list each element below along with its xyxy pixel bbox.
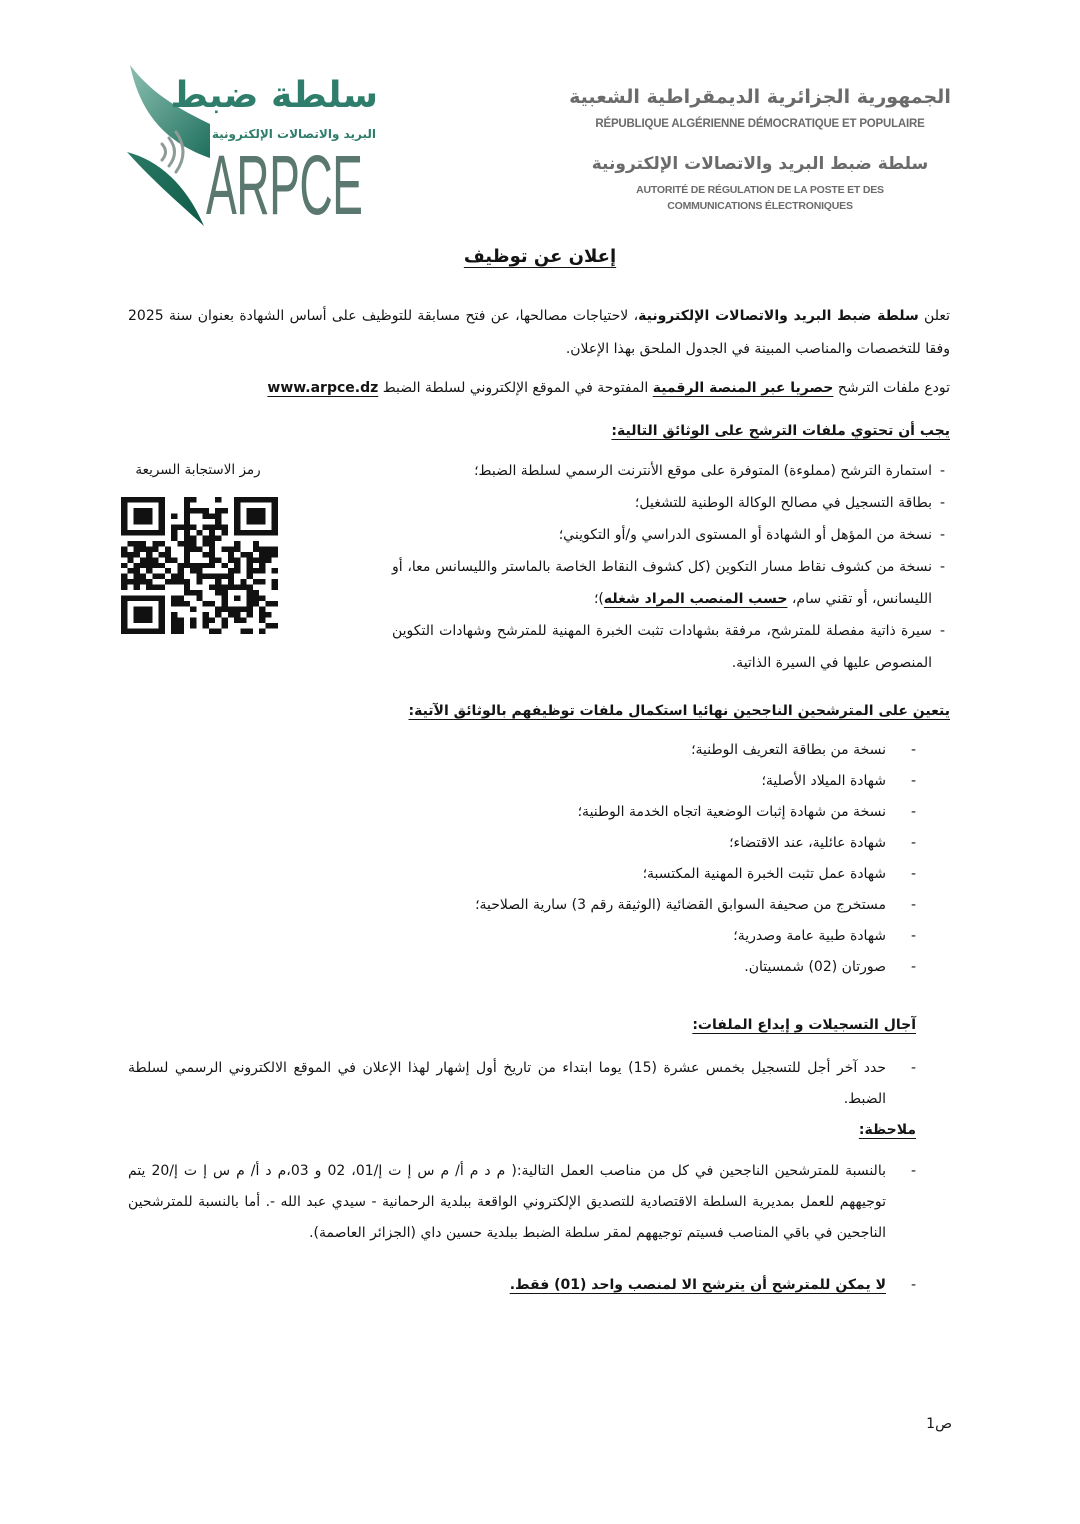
required-documents-list <box>392 455 945 679</box>
logo-arabic-name: سلطة ضبط <box>170 75 378 116</box>
authority-name-fr-line2: COMMUNICATIONS ÉLECTRONIQUES <box>667 200 853 212</box>
republic-name-fr: RÉPUBLIQUE ALGÉRIENNE DÉMOCRATIQUE ET POPULAIRE <box>595 118 925 130</box>
list-item: - مستخرج من صحيفة السوابق القضائية (الوثيقة رقم 3) سارية الصلاحية؛ <box>128 890 918 921</box>
list-item: - شهادة عمل تثبت الخبرة المهنية المكتسبة؛ <box>128 859 918 890</box>
list-item: - صورتان (02) شمسيتان. <box>128 952 918 983</box>
list-item: - حدد آخر أجل للتسجيل بخمس عشرة (15) يوما ابتداء من تاريخ أول إشهار لهذا الإعلان في الموقع الالكتروني الرسمي لسلطة الضبط. <box>128 1053 918 1115</box>
list-item: - شهادة طبية عامة وصدرية؛ <box>128 921 918 952</box>
note-heading: ملاحظة: <box>858 1122 916 1138</box>
intro-lead: تعلن <box>918 308 950 324</box>
website-link[interactable]: www.arpce.dz <box>267 380 379 396</box>
list-item: - بالنسبة للمترشحين الناجحين في كل من مناصب العمل التالية:( م د م أ/ م س إ ت إ/01، 02 و 03،م د أ/ م س إ ت إ/20 يتم توجيههم للعمل بمديرية السلطة الاقتصادية للتصديق الإلكتروني الواقعة ببلدية الرحمانية - سيدي عبد الله -. أما بالنسبة للمترشحين الناجحين في باقي المناصب فسيتم توجيههم لمقر سلطة الضبط ببلدية حسين داي (الجزائر العاصمة). <box>128 1156 918 1249</box>
deadlines-heading: آجال التسجيلات و إيداع الملفات: <box>692 1017 916 1033</box>
republic-name-ar: الجمهورية الجزائرية الديمقراطية الشعبية <box>569 86 951 108</box>
list-item <box>392 455 945 487</box>
arpce-logo <box>124 60 386 230</box>
submission-lead: تودع ملفات الترشح <box>833 380 950 396</box>
single-position-rule <box>128 1270 918 1301</box>
list-item-text: سيرة ذاتية مفصلة للمترشح، مرفقة بشهادات تثبت الخبرة المهنية للمترشح وشهادات التكوين المنصوص عليها في السيرة الذاتية. <box>392 623 932 671</box>
page-title-text: إعلان عن توظيف <box>463 246 617 267</box>
list-item-text: استمارة الترشح (مملوءة) المتوفرة على موقع الأنترنت الرسمي لسلطة الضبط؛ <box>474 463 932 479</box>
list-item-text: نسخة من المؤهل أو الشهادة أو المستوى الدراسي و/أو التكويني؛ <box>558 527 932 543</box>
submission-rest: المفتوحة في الموقع الإلكتروني لسلطة الضبط <box>378 380 653 396</box>
list-item <box>392 487 945 519</box>
intro-paragraph <box>128 300 950 366</box>
intro-organization: سلطة ضبط البريد والاتصالات الإلكترونية <box>638 308 919 324</box>
list-item: - نسخة من شهادة إثبات الوضعية اتجاه الخدمة الوطنية؛ <box>128 797 918 828</box>
logo-arabic-subtitle: البريد والاتصالات الإلكترونية <box>211 127 376 141</box>
list-item-text: بطاقة التسجيل في مصالح الوكالة الوطنية للتشغيل؛ <box>634 495 932 511</box>
list-item: - شهادة عائلية، عند الاقتضاء؛ <box>128 828 918 859</box>
page-title <box>0 242 1080 272</box>
page-number: ص1 <box>926 1416 952 1432</box>
deadlines-list <box>128 1053 918 1115</box>
note-list <box>128 1156 918 1249</box>
final-documents-heading: يتعين على المترشحين الناجحين نهائيا استكمال ملفات توظيفهم بالوثائق الآتية: <box>408 703 950 719</box>
submission-emphasis: حصريا عبر المنصة الرقمية <box>652 380 834 396</box>
submission-paragraph <box>128 372 950 405</box>
list-item <box>128 1270 918 1301</box>
list-item: - شهادة الميلاد الأصلية؛ <box>128 766 918 797</box>
list-item-suffix: )؛ <box>593 591 604 607</box>
authority-name-ar: سلطة ضبط البريد والاتصالات الإلكترونية <box>591 154 929 174</box>
list-item-text: نسخة من كشوف نقاط مسار التكوين (كل كشوف النقاط الخاصة بالماستر والليسانس معا، أو الليسانس، أو تقني سام، <box>392 559 932 607</box>
qr-code-label: رمز الاستجابة السريعة <box>135 462 261 478</box>
intro-rest: ، لاحتياجات مصالحها، عن فتح مسابقة للتوظيف على أساس الشهادة بعنوان سنة 2025 وفقا للتخصصات والمناصب المبينة في الجدول الملحق بهذا الإعلان. <box>128 308 950 357</box>
list-item: - نسخة من بطاقة التعريف الوطنية؛ <box>128 735 918 766</box>
required-documents-heading: يجب أن تحتوي ملفات الترشح على الوثائق التالية: <box>611 423 950 439</box>
document-body <box>128 300 950 1301</box>
final-documents-list <box>128 735 918 983</box>
list-item <box>392 551 945 615</box>
single-position-text: لا يمكن للمترشح أن يترشح الا لمنصب واحد (01) فقط. <box>509 1277 886 1293</box>
list-item <box>392 615 945 679</box>
list-item-emphasis: حسب المنصب المراد شغله <box>603 591 788 607</box>
logo-acronym: ARPCE <box>206 138 363 232</box>
authority-name-fr-line1: AUTORITÉ DE RÉGULATION DE LA POSTE ET DES <box>636 184 884 196</box>
document-header <box>560 82 960 214</box>
list-item <box>392 519 945 551</box>
